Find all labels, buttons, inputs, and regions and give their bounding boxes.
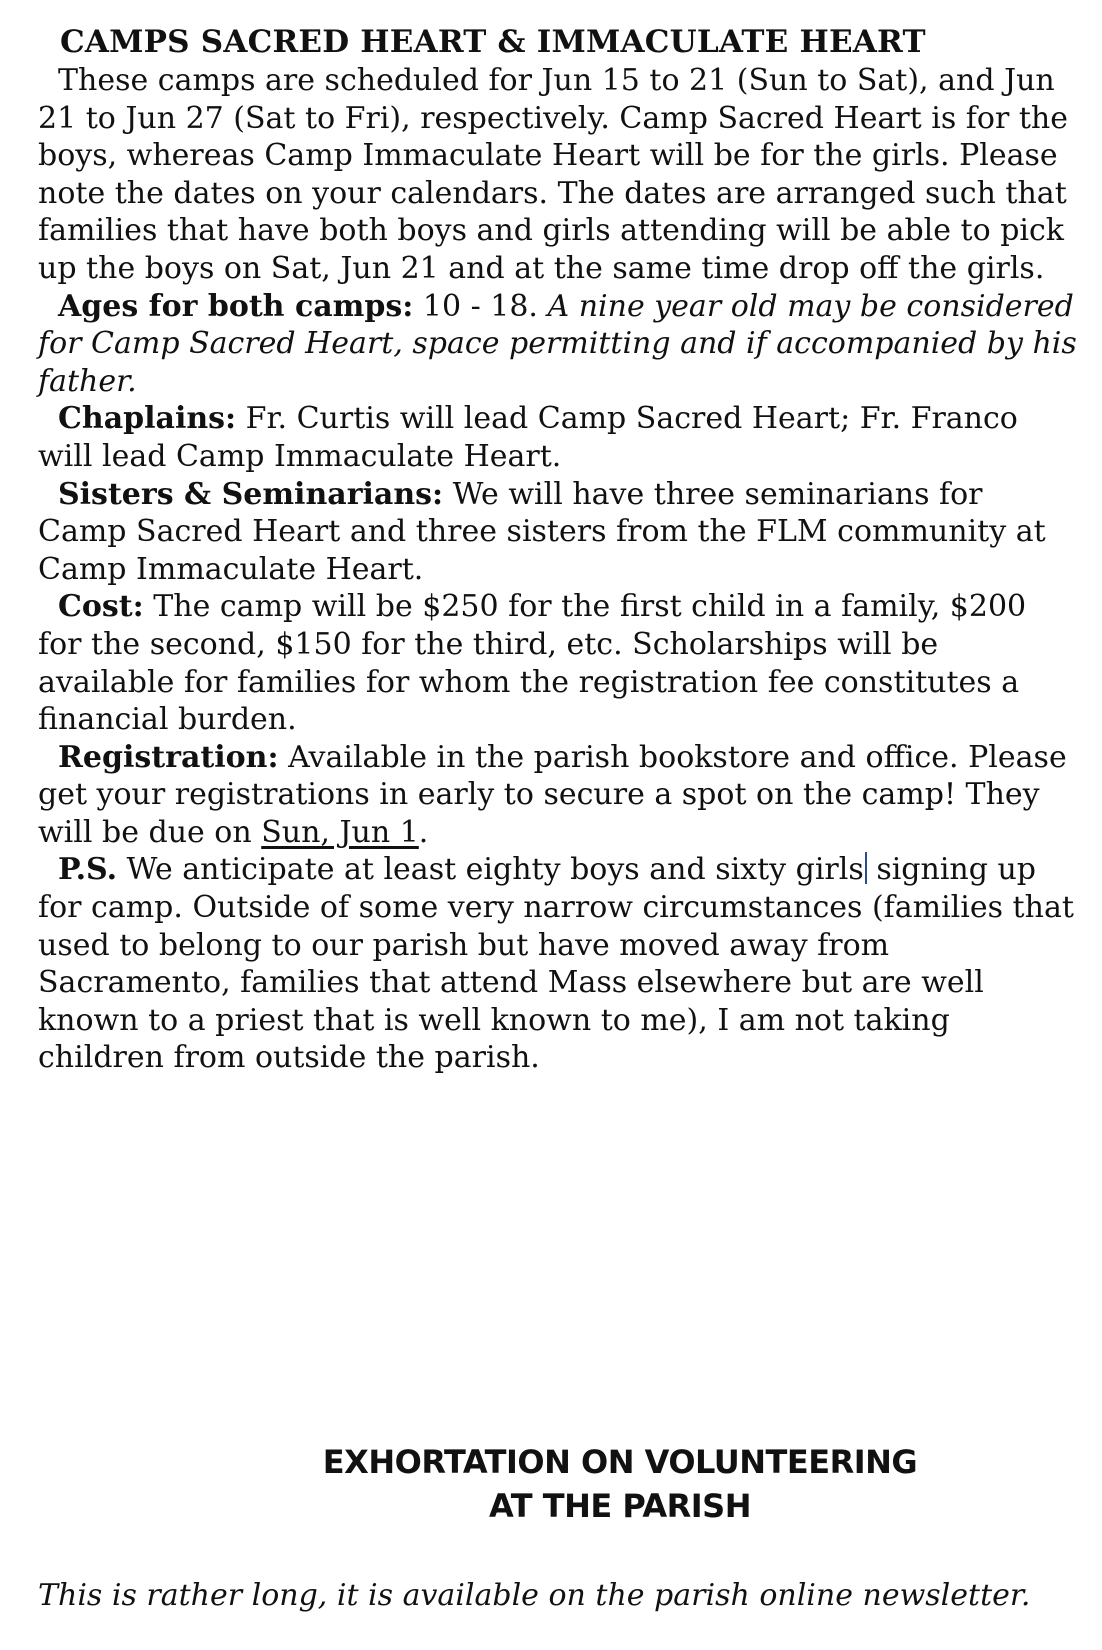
ps-paragraph[interactable] bbox=[38, 851, 1078, 1077]
cost-text: The camp will be $250 for the first child in a family, $200 for the second, $150 for the third, etc. Scholarships will be available for families for whom the registration fee constitutes a financial burden. bbox=[38, 589, 1027, 738]
section-heading-line-1: EXHORTATION ON VOLUNTEERING bbox=[322, 1443, 918, 1481]
ages-paragraph bbox=[38, 288, 1078, 401]
ages-note: A nine year old may be considered for Camp Sacred Heart, space permitting and if accompanied by his father. bbox=[38, 288, 1077, 399]
chaplains-paragraph bbox=[38, 400, 1078, 475]
ps-text-start: We anticipate at least eighty boys and sixty girls bbox=[117, 852, 864, 888]
page-title: CAMPS SACRED HEART & IMMACULATE HEART bbox=[60, 24, 926, 60]
cost-paragraph bbox=[38, 588, 1078, 738]
chaplains-text: Fr. Curtis will lead Camp Sacred Heart; Fr. Franco will lead Camp Immaculate Heart. bbox=[38, 401, 1018, 474]
ages-label: Ages for both camps: bbox=[58, 288, 414, 324]
footer-note: This is rather long, it is available on the parish online newsletter. bbox=[38, 1578, 1031, 1613]
sisters-text: We will have three seminarians for Camp Sacred Heart and three sisters from the FLM community at Camp Immaculate Heart. bbox=[38, 476, 1046, 587]
ages-text: 10 - 18. bbox=[413, 288, 548, 324]
intro-text: These camps are scheduled for Jun 15 to 21 (Sun to Sat), and Jun 21 to Jun 27 (Sat to Fri), respectively. Camp Sacred Heart is for the boys, whereas Camp Immaculate Heart will be for the girls. Please note the dates on your calendars. The dates are arranged such that families that have both boys and girls attending will be able to pick up the boys on Sat, Jun 21 and at the same time drop off the girls. bbox=[38, 63, 1068, 286]
section-heading bbox=[300, 1440, 940, 1528]
registration-due-date: Sun, Jun 1 bbox=[261, 814, 419, 850]
ps-label: P.S. bbox=[58, 852, 118, 888]
registration-label: Registration: bbox=[58, 739, 279, 775]
sisters-paragraph bbox=[38, 476, 1078, 589]
cost-label: Cost: bbox=[58, 589, 144, 625]
ps-text-rest: signing up for camp. Outside of some very narrow circumstances (families that used to belong to our parish but have moved away from Sacramento, families that attend Mass elsewhere but are well known to a priest that is well known to me), I am not taking children from outside the parish. bbox=[38, 852, 1074, 1076]
sisters-label: Sisters & Seminarians: bbox=[58, 476, 444, 512]
chaplains-label: Chaplains: bbox=[58, 401, 237, 437]
camp-announcement bbox=[38, 22, 1078, 1077]
section-heading-line-2: AT THE PARISH bbox=[488, 1487, 751, 1525]
registration-text: Available in the parish bookstore and office. Please get your registrations in early to secure a spot on the camp! They will be due on bbox=[38, 739, 1067, 850]
registration-end: . bbox=[418, 814, 429, 850]
registration-paragraph bbox=[38, 739, 1078, 852]
intro-paragraph bbox=[38, 62, 1078, 288]
